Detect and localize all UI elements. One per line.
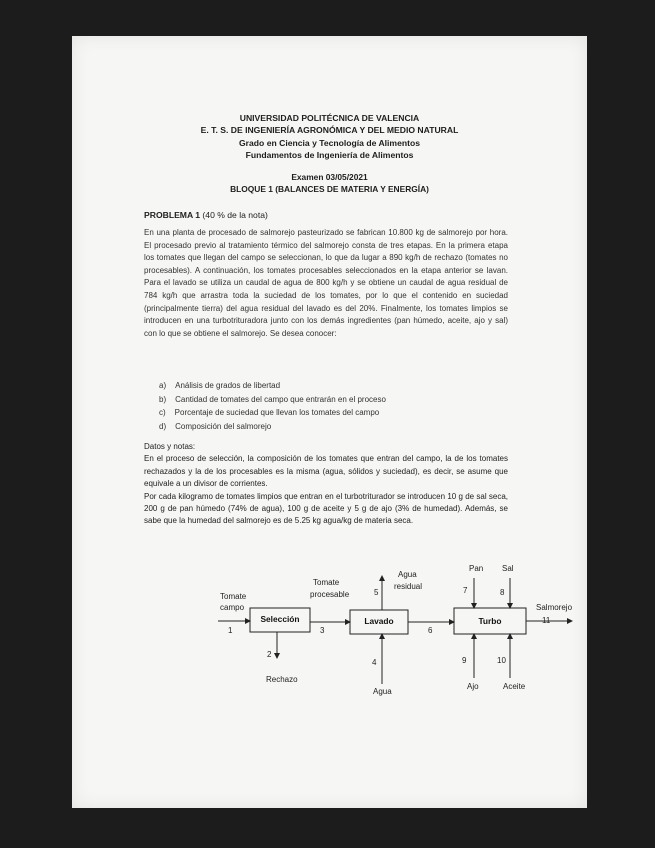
exam-info [72,172,587,195]
label-tomate-campo-1: Tomate [220,592,247,601]
university-name: UNIVERSIDAD POLITÉCNICA DE VALENCIA [239,113,420,123]
stream-number-3: 3 [320,626,325,635]
list-item: d) Composición del salmorejo [159,421,272,431]
subject-name: Fundamentos de Ingeniería de Alimentos [245,149,414,160]
exam-date: Examen 03/05/2021 [291,172,368,182]
stream-number-8: 8 [500,588,505,597]
list-item: a) Análisis de grados de libertad [159,381,281,390]
stream-number-6: 6 [428,626,433,635]
exam-header [72,112,587,161]
label-ajo: Ajo [467,682,479,691]
label-tomate-campo-2: campo [220,603,245,612]
process-diagram [144,556,655,706]
label-agua: Agua [373,687,392,696]
exam-sheet [72,36,587,808]
label-salmorejo: Salmorejo [536,603,573,612]
stream-number-10: 10 [497,656,506,665]
stream-number-7: 7 [463,586,468,595]
stream-number-9: 9 [462,656,467,665]
list-item: b) Cantidad de tomates del campo que entrarán en el proceso [159,394,386,404]
unit-lavado: Lavado [364,616,394,626]
label-sal: Sal [502,564,514,573]
notes-title: Datos y notas: [144,442,196,451]
label-tomate-procesable-1: Tomate [313,578,340,587]
note-selection: En el proceso de selección, la composición de los tomates que entran del campo, la de los tomates rechazados y la de los procesables es la misma (agua, sólidos y suciedad), es decir, se asume que equivale a un divisor de corrientes. [144,454,508,489]
label-agua-residual-1: Agua [398,570,417,579]
stream-number-2: 2 [267,650,272,659]
stream-number-11: 11 [542,616,551,625]
questions-list [159,379,386,433]
unit-seleccion: Selección [260,614,300,624]
block-title: BLOQUE 1 (BALANCES DE MATERIA Y ENERGÍA) [230,183,429,194]
problem-weight: (40 % de la nota) [202,210,268,220]
school-name: E. T. S. DE INGENIERÍA AGRONÓMICA Y DEL MEDIO NATURAL [200,125,459,136]
label-aceite: Aceite [503,682,526,691]
label-rechazo: Rechazo [266,675,298,684]
problem-statement: En una planta de procesado de salmorejo pasteurizado se fabrican 10.800 kg de salmorejo por hora. El procesado previo al tratamiento térmico del salmorejo consta de tres etapas. En la primera etapa los tomates que llegan del campo se seleccionan, lo que da lugar a 890 kg/h de rechazo (tomates no procesables). A continuación, los tomates procesables seleccionados en la etapa anterior se lavan. Para el lavado se utiliza un caudal de agua de 800 kg/h y se obtiene un caudal de agua residual de 784 kg/h que arrastra toda la suciedad de los tomates, por lo que el contenido en suciedad (principalmente tierra) del agua residual del lavado es del 20%. Finalmente, los tomates limpios se introducen en una turbotrituradora junto con los demás ingredientes (pan húmedo, aceite, ajo y sal) con lo que se obtiene el salmorejo. Se desea conocer: [144,228,508,338]
label-tomate-procesable-2: procesable [310,590,350,599]
problem-title: PROBLEMA 1 [144,210,201,220]
stream-number-1: 1 [228,626,233,635]
problem-heading [144,210,268,220]
label-agua-residual-2: residual [394,582,423,591]
notes-section [144,441,508,528]
stream-number-4: 4 [372,658,377,667]
unit-turbo: Turbo [478,616,502,626]
degree-name: Grado en Ciencia y Tecnología de Alimentos [239,137,420,148]
label-pan: Pan [469,564,484,573]
list-item: c) Porcentaje de suciedad que llevan los tomates del campo [159,408,380,418]
stream-number-5: 5 [374,588,379,597]
note-turbo: Por cada kilogramo de tomates limpios que entran en el turbotriturador se introducen 10 g de sal seca, 200 g de pan húmedo (74% de agua), 100 g de aceite y 5 g de ajo (3% de humedad). Además, se sabe que la humedad del salmorejo es de 5.25 kg agua/kg de materia seca. [144,491,508,526]
